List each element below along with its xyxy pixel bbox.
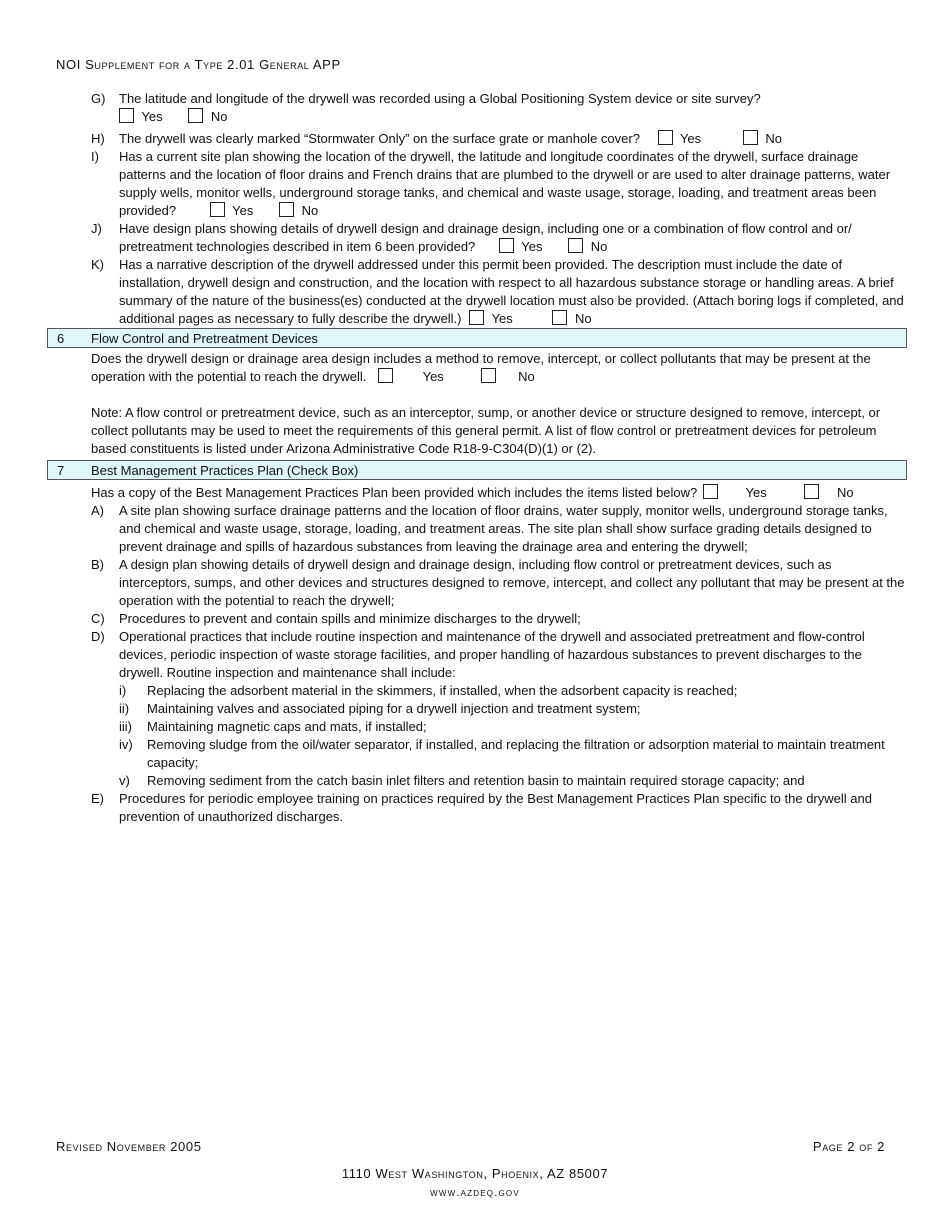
document-header: NOI Supplement for a Type 2.01 General APP (56, 57, 341, 72)
checkbox-k-yes[interactable] (469, 310, 484, 325)
section-number: 7 (57, 463, 65, 478)
section-title: Flow Control and Pretreatment Devices (91, 331, 318, 346)
checkbox-h-yes[interactable] (658, 130, 673, 145)
form-body (0, 90, 950, 826)
subitem-text: Removing sludge from the oil/water separator, if installed, and replacing the filtration or adsorption material to maintain treatment capacity; (147, 737, 885, 770)
bmp-subitem-iv (119, 736, 905, 772)
section-7-question (91, 484, 905, 502)
item-label: A) (91, 503, 104, 518)
option-yes-label: Yes (141, 109, 163, 124)
option-no-label: No (518, 369, 535, 384)
footer-revised: Revised November 2005 (56, 1139, 202, 1154)
checkbox-6-no[interactable] (481, 368, 496, 383)
option-yes-label: Yes (745, 485, 767, 500)
item-text: The drywell was clearly marked “Stormwater Only” on the surface grate or manhole cover? (119, 131, 640, 146)
item-label: E) (91, 791, 104, 806)
subitem-label: iii) (119, 719, 132, 734)
section-6-header (47, 328, 907, 348)
bmp-subitem-ii (119, 700, 905, 718)
item-label: D) (91, 629, 105, 644)
section-title: Best Management Practices Plan (Check Box) (91, 463, 359, 478)
checkbox-7-no[interactable] (804, 484, 819, 499)
checkbox-k-no[interactable] (552, 310, 567, 325)
bmp-subitem-i (119, 682, 905, 700)
bmp-item-e (91, 790, 905, 826)
item-text: The latitude and longitude of the drywell was recorded using a Global Positioning System device or site survey? (119, 91, 761, 106)
item-label: K) (91, 257, 104, 272)
option-no-label: No (765, 131, 783, 146)
checkbox-g-yes[interactable] (119, 108, 134, 123)
item-g (91, 90, 905, 126)
bmp-subitem-v (119, 772, 905, 790)
subitem-label: i) (119, 683, 127, 698)
option-no-label: No (301, 203, 319, 218)
subitem-label: ii) (119, 701, 130, 716)
footer-page-number: Page 2 of 2 (812, 1139, 885, 1154)
subitem-text: Removing sediment from the catch basin inlet filters and retention basin to maintain required storage capacity; and (147, 773, 805, 788)
option-no-label: No (575, 311, 592, 326)
question-text: Has a copy of the Best Management Practices Plan been provided which includes the items listed below? (91, 485, 698, 500)
subitem-text: Maintaining valves and associated piping for a drywell injection and treatment system; (147, 701, 641, 716)
item-text: Has a narrative description of the drywell addressed under this permit been provided. The description must include the date of installation, drywell design and construction, and the location with respect to all hazardous substance storage or handling areas. A brief summary of the nature of the business(es) conducted at the drywell location must also be provided. (Attach boring logs if completed, and additional pages as necessary to fully describe the drywell.) (119, 257, 904, 326)
bmp-item-c (91, 610, 905, 628)
section-7-header (47, 460, 907, 480)
item-text: Operational practices that include routine inspection and maintenance of the drywell and associated pretreatment and flow-control devices, periodic inspection of waste storage facilities, and proper handling of hazardous substances to prevent discharges to the drywell. Routine inspection and maintenance shall include: (119, 629, 865, 680)
option-no-label: No (210, 109, 228, 124)
bmp-item-b (91, 556, 905, 610)
section-number: 6 (57, 331, 65, 346)
item-j (91, 220, 905, 256)
item-label: I) (91, 149, 99, 164)
subitem-text: Maintaining magnetic caps and mats, if installed; (147, 719, 427, 734)
option-no-label: No (590, 239, 608, 254)
item-label: J) (91, 221, 102, 236)
footer-address: 1110 West Washington, Phoenix, AZ 85007 (341, 1166, 609, 1181)
subitem-label: v) (119, 773, 130, 788)
item-label: G) (91, 91, 106, 106)
checkbox-h-no[interactable] (743, 130, 758, 145)
bmp-subitem-iii (119, 718, 905, 736)
item-text: Procedures for periodic employee training on practices required by the Best Management Practices Plan specific to the drywell and prevention of unauthorized discharges. (119, 791, 872, 824)
item-h (91, 130, 905, 148)
item-text: Have design plans showing details of drywell design and drainage design, including one or a combination of flow control and or/ pretreatment technologies described in item 6 been provided? (119, 221, 852, 254)
checkbox-g-no[interactable] (188, 108, 203, 123)
item-k (91, 256, 905, 328)
item-text: A design plan showing details of drywell design and drainage design, including flow control or pretreatment devices, such as interceptors, sumps, and other devices and structures designed to remove, intercept, and collect any pollutant that may be present at the operation with the potential to reach the drywell; (119, 557, 905, 608)
subitem-text: Replacing the adsorbent material in the skimmers, if installed, when the adsorbent capacity is reached; (147, 683, 738, 698)
footer-website: www.azdeq.gov (430, 1187, 520, 1199)
checkbox-i-yes[interactable] (210, 202, 225, 217)
item-i (91, 148, 905, 220)
subitem-label: iv) (119, 737, 133, 752)
option-no-label: No (837, 485, 854, 500)
option-yes-label: Yes (679, 131, 702, 146)
bmp-item-d (91, 628, 905, 790)
option-yes-label: Yes (422, 369, 444, 384)
bmp-item-a (91, 502, 905, 556)
item-text: Has a current site plan showing the location of the drywell, the latitude and longitude coordinates of the drywell, surface drainage patterns and the location of floor drains and French drains that are plumbed to the drywell or are used to alter drainage patterns, water supply wells, monitor wells, underground storage tanks, and chemical and waste usage, storage, loading, and treatment areas been provided? (119, 149, 891, 218)
item-label: B) (91, 557, 104, 572)
checkbox-7-yes[interactable] (703, 484, 718, 499)
item-text: Procedures to prevent and contain spills and minimize discharges to the drywell; (119, 611, 581, 626)
checkbox-6-yes[interactable] (378, 368, 393, 383)
option-yes-label: Yes (491, 311, 513, 326)
item-label: H) (91, 131, 105, 146)
option-yes-label: Yes (521, 239, 543, 254)
option-yes-label: Yes (232, 203, 254, 218)
question-text: Does the drywell design or drainage area design includes a method to remove, intercept, or collect pollutants that may be present at the operation with the potential to reach the drywell. (91, 351, 871, 384)
section-6-question (91, 350, 905, 386)
checkbox-i-no[interactable] (279, 202, 294, 217)
section-6-note: Note: A flow control or pretreatment device, such as an interceptor, sump, or another device or structure designed to remove, intercept, or collect pollutants may be used to meet the requirements of this general permit. A list of flow control or pretreatment devices for petroleum based constituents is listed under Arizona Administrative Code R18-9-C304(D)(1) or (2). (91, 405, 881, 456)
checkbox-j-yes[interactable] (499, 238, 514, 253)
item-text: A site plan showing surface drainage patterns and the location of floor drains, water supply, monitor wells, underground storage tanks, and chemical and waste usage, storage, loading, and treatment areas. The site plan shall show surface grading details designed to prevent drainage and spills of hazardous substances from leaving the drainage area and entering the drywell; (119, 503, 888, 554)
checkbox-j-no[interactable] (568, 238, 583, 253)
item-label: C) (91, 611, 105, 626)
